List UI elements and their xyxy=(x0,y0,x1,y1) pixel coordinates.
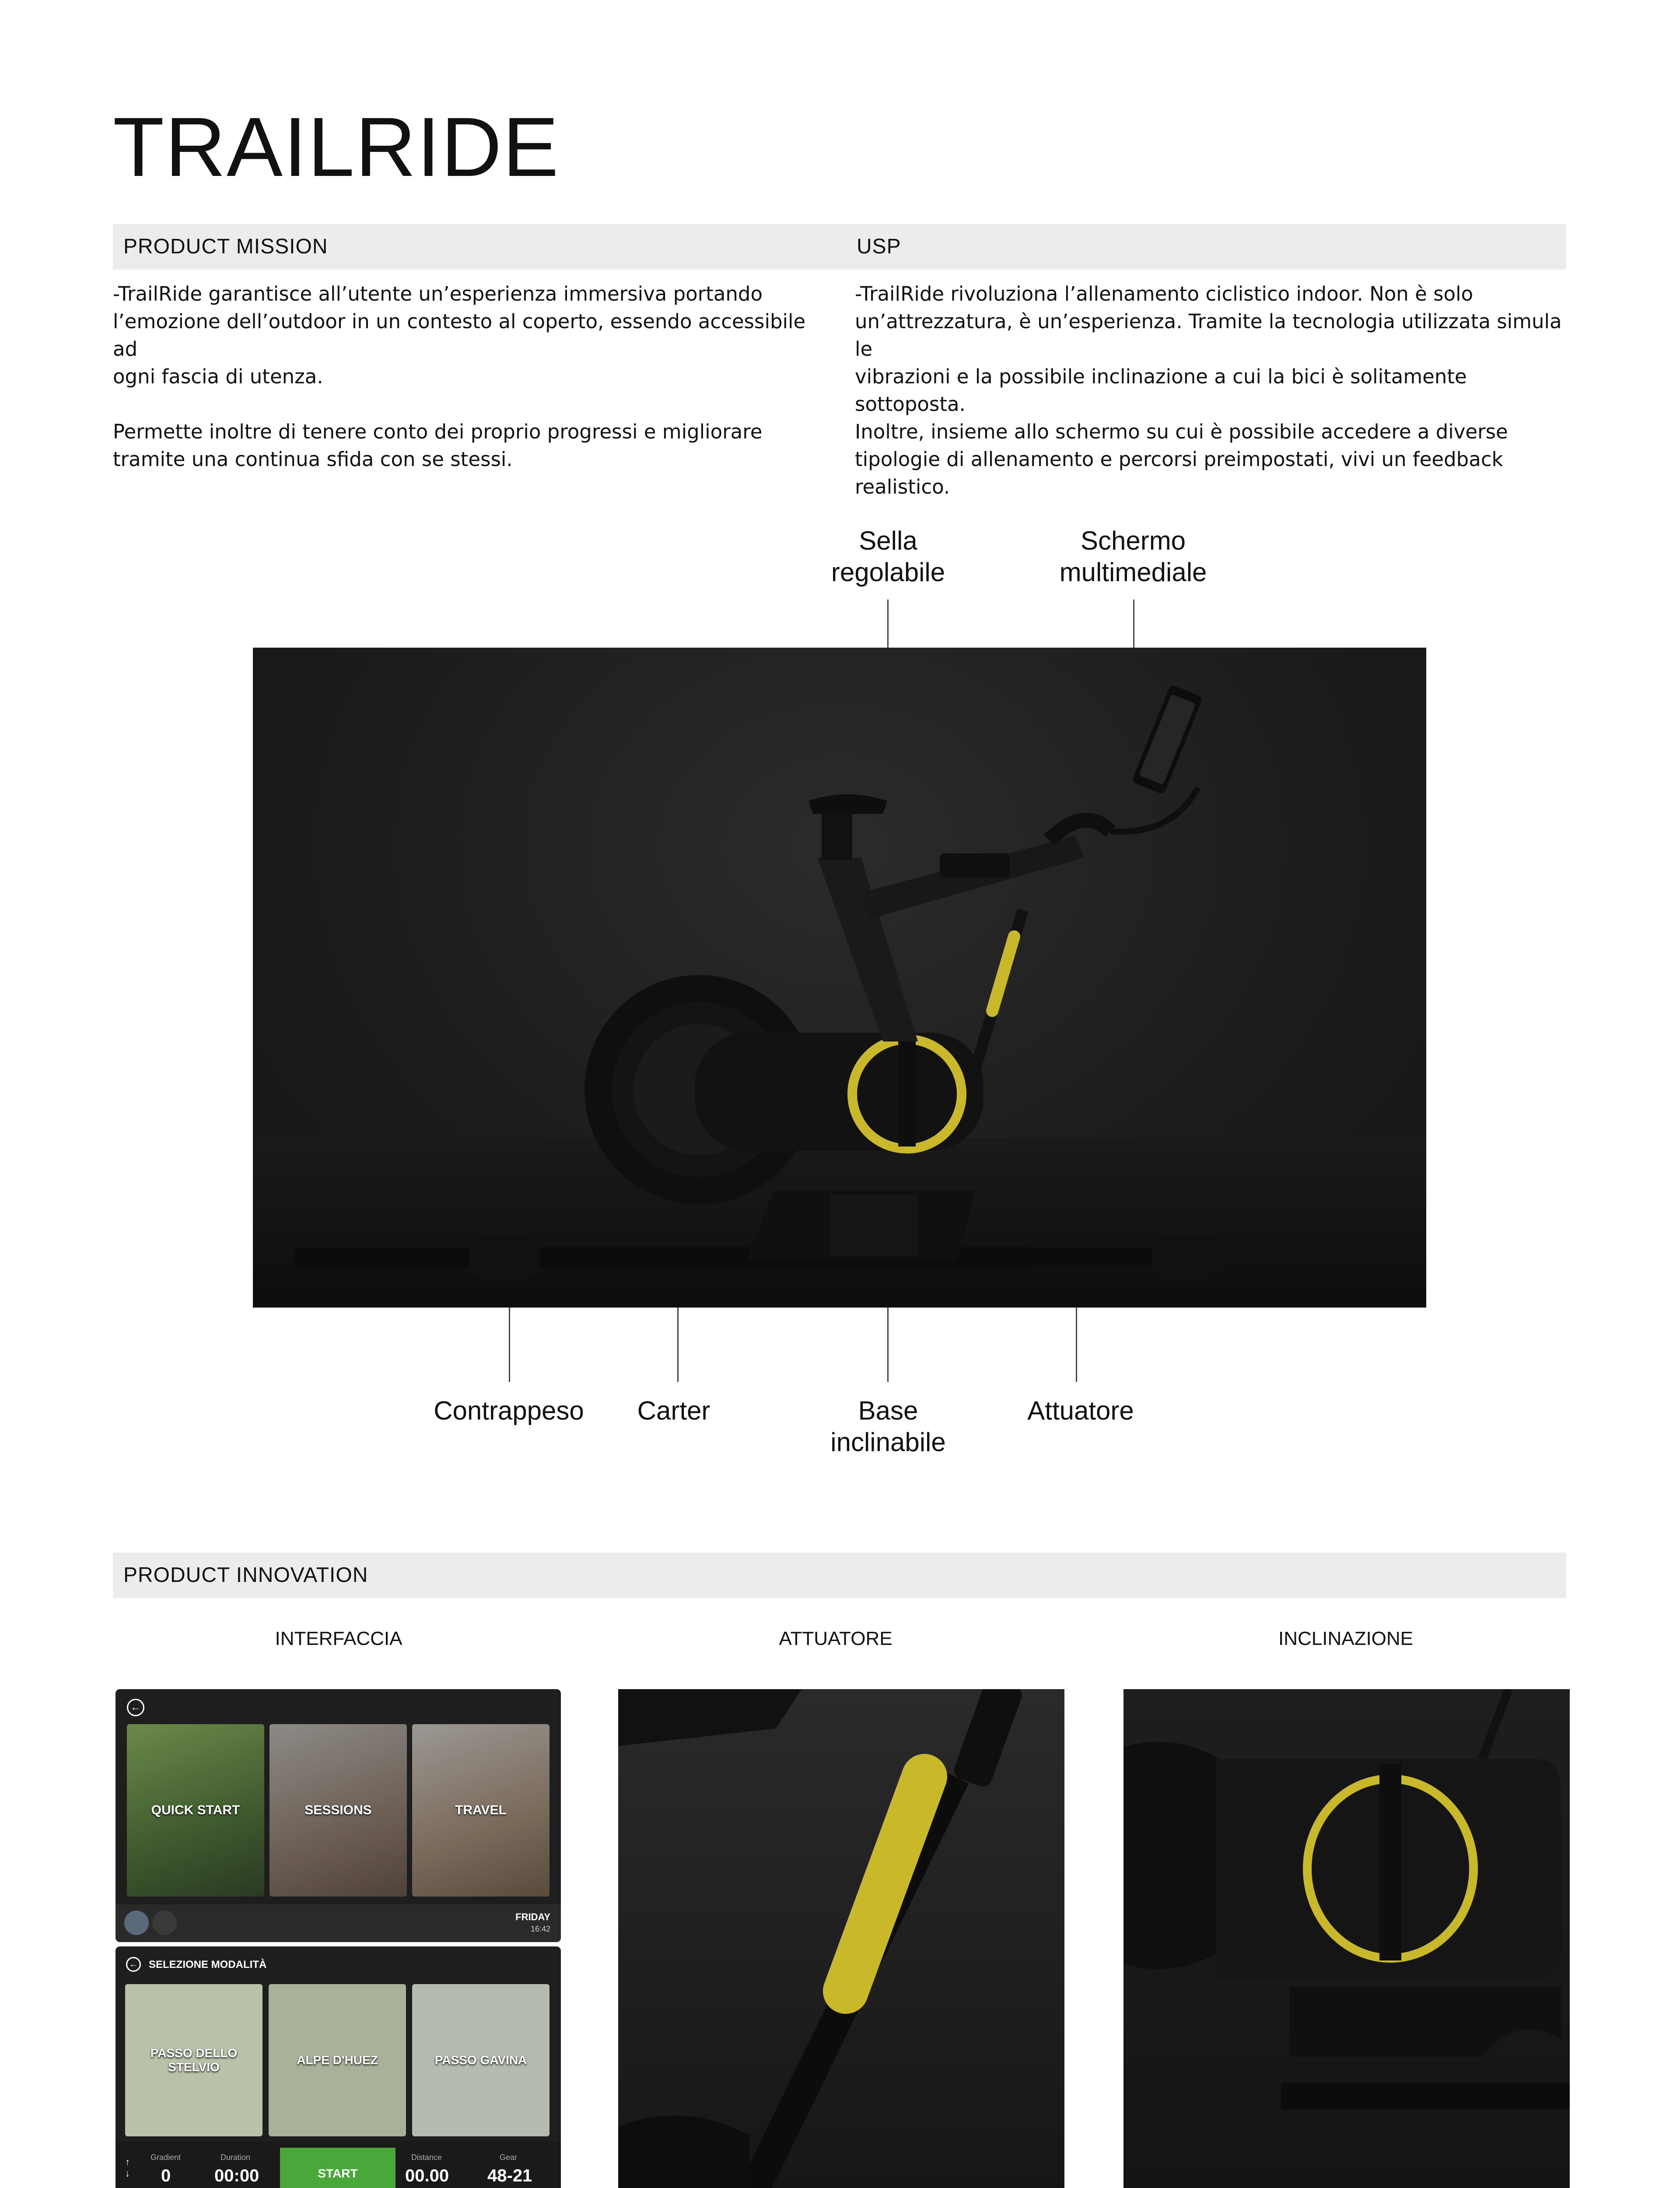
avatar[interactable] xyxy=(124,1911,149,1935)
usp-line: un’attrezzatura, è un’esperienza. Tramite la tecnologia utilizzata simula le xyxy=(855,310,1562,361)
interfaccia-heading: INTERFACCIA xyxy=(275,1628,402,1649)
gradient-arrows-icon[interactable]: ↑ ↓ xyxy=(125,2156,130,2179)
callout-attuatore: Attuatore xyxy=(1027,1396,1134,1425)
stat-value: 0 xyxy=(161,2166,171,2185)
mission-line: tramite una continua sfida con se stessi. xyxy=(113,448,513,471)
actuator-closeup-image xyxy=(618,1689,1064,2188)
leader-line xyxy=(1076,1308,1077,1382)
innovation-header-bar xyxy=(113,1553,1566,1598)
back-icon[interactable]: ← xyxy=(126,1957,141,1972)
ui-mode-screen xyxy=(116,1946,561,2188)
leader-line xyxy=(887,1308,889,1382)
callout-schermo-line1: Schermo xyxy=(1080,526,1186,555)
stat-value: 48-21 xyxy=(487,2166,532,2185)
mode-title: SELEZIONE MODALITÀ xyxy=(149,1959,267,1971)
route-card-alpe[interactable]: ALPE D'HUEZ xyxy=(269,1984,406,2136)
callout-contrappeso: Contrappeso xyxy=(434,1396,584,1425)
quick-start-card[interactable]: QUICK START xyxy=(127,1724,264,1897)
inclinazione-heading: INCLINAZIONE xyxy=(1278,1628,1414,1649)
mission-line: Permette inoltre di tenere conto dei proprio progressi e migliorare xyxy=(113,420,763,443)
usp-header: USP xyxy=(857,235,901,258)
page-title: TRAILRIDE xyxy=(113,100,560,194)
hero-bike-image xyxy=(253,648,1426,1308)
callout-base-line1: Base xyxy=(858,1396,918,1425)
innovation-header: PRODUCT INNOVATION xyxy=(123,1564,368,1587)
mission-line: ogni fascia di utenza. xyxy=(113,365,323,388)
ui-home-screen xyxy=(116,1689,561,1942)
leader-line xyxy=(887,600,889,649)
day-label: FRIDAY xyxy=(515,1911,550,1922)
mission-line: -TrailRide garantisce all’utente un’esperienza immersiva portando xyxy=(113,282,763,305)
stat-label: Gradient xyxy=(150,2153,181,2162)
usp-line: vibrazioni e la possibile inclinazione a cui la bici è solitamente sottoposta. xyxy=(855,365,1467,416)
mission-text xyxy=(113,280,830,473)
usp-text xyxy=(855,280,1572,501)
usp-line: realistico. xyxy=(855,475,950,498)
callout-carter: Carter xyxy=(637,1396,710,1425)
usp-line: tipologie di allenamento e percorsi preimpostati, vivi un feedback xyxy=(855,448,1503,471)
mission-usp-header-bar xyxy=(113,224,1566,270)
ui-status-bar xyxy=(116,1904,561,1942)
travel-card[interactable]: TRAVEL xyxy=(412,1724,550,1897)
route-card-stelvio[interactable]: PASSO DELLO STELVIO xyxy=(125,1984,262,2136)
settings-icon[interactable] xyxy=(152,1911,177,1935)
start-button[interactable]: START xyxy=(280,2148,396,2188)
leader-line xyxy=(1133,600,1134,649)
callout-schermo xyxy=(1046,525,1221,588)
callout-sella-line1: Sella xyxy=(859,526,917,555)
bike-illustration xyxy=(253,648,1426,1308)
usp-line: -TrailRide rivoluziona l’allenamento ciclistico indoor. Non è solo xyxy=(855,282,1474,305)
callout-sella-line2: regolabile xyxy=(831,558,945,587)
inclination-illustration xyxy=(1124,1689,1570,2188)
sessions-card[interactable]: SESSIONS xyxy=(270,1724,407,1897)
mission-line: l’emozione dell’outdoor in un contesto al coperto, essendo accessibile ad xyxy=(113,310,806,361)
route-card-gavina[interactable]: PASSO GAVINA xyxy=(412,1984,550,2136)
inclination-closeup-image xyxy=(1124,1689,1570,2188)
callout-base-line2: inclinabile xyxy=(830,1427,946,1457)
callout-schermo-line2: multimediale xyxy=(1059,558,1207,587)
stat-label: Duration xyxy=(220,2153,251,2162)
usp-line: Inoltre, insieme allo schermo su cui è possibile accedere a diverse xyxy=(855,420,1508,443)
time-label: 16:42 xyxy=(530,1925,550,1933)
callout-sella xyxy=(801,525,976,588)
back-icon[interactable]: ← xyxy=(127,1699,144,1716)
actuator-illustration xyxy=(618,1689,1064,2188)
stat-value: 00:00 xyxy=(214,2166,259,2185)
ui-stats-bar xyxy=(116,2142,561,2188)
stat-label: Gear xyxy=(500,2153,518,2162)
callout-base xyxy=(801,1395,976,1458)
attuatore-heading: ATTUATORE xyxy=(779,1628,892,1649)
mission-header: PRODUCT MISSION xyxy=(123,235,328,258)
leader-line xyxy=(677,1308,679,1382)
leader-line xyxy=(509,1308,510,1382)
stat-label: Distance xyxy=(411,2153,442,2162)
stat-value: 00.00 xyxy=(405,2166,449,2185)
